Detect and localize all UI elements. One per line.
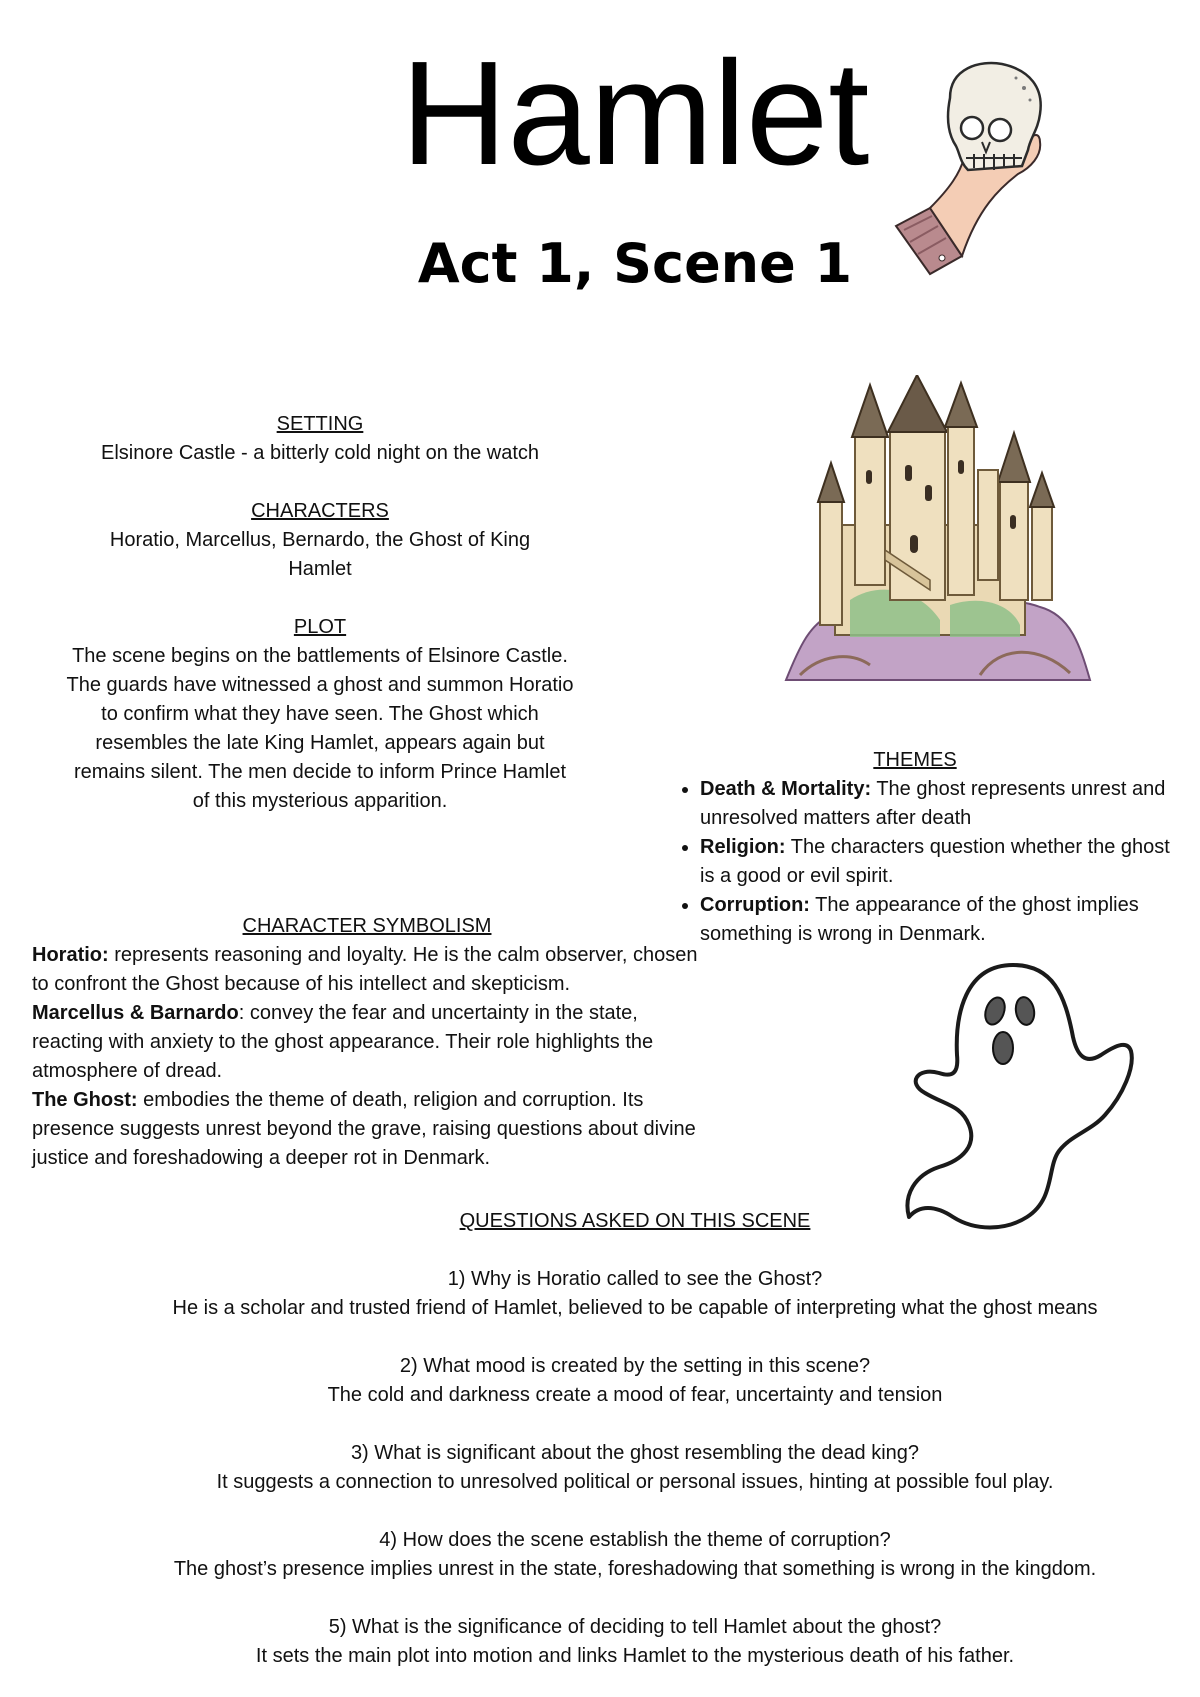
theme-text: The appearance of the ghost implies something is wrong in Denmark. xyxy=(700,894,1139,945)
plot-section xyxy=(65,613,575,816)
symbolism-item xyxy=(32,1086,712,1173)
question-text: 2) What mood is created by the setting in this scene? xyxy=(399,1355,871,1377)
theme-item xyxy=(700,891,1180,949)
setting-section xyxy=(60,410,580,468)
question-item xyxy=(80,1613,1190,1671)
characters-section xyxy=(100,497,540,584)
question-item xyxy=(80,1265,1190,1323)
theme-term: Death & Mortality: xyxy=(700,778,872,800)
symbolism-term: Horatio: xyxy=(32,944,109,966)
question-item xyxy=(80,1526,1190,1584)
question-text: 4) How does the scene establish the theme of corruption? xyxy=(379,1529,891,1551)
symbolism-text: represents reasoning and loyalty. He is the calm observer, chosen to confront the Ghost because of his intellect and skepticism. xyxy=(32,944,698,995)
question-text: 1) Why is Horatio called to see the Ghost? xyxy=(447,1268,823,1290)
symbolism-text: : convey the fear and uncertainty in the state, reacting with anxiety to the ghost appearance. Their role highlights the atmosphere of dread. xyxy=(32,1002,654,1082)
question-item xyxy=(80,1439,1190,1497)
answer-text: It sets the main plot into motion and links Hamlet to the mysterious death of his father. xyxy=(255,1645,1015,1667)
page-subtitle: Act 1, Scene 1 xyxy=(417,232,853,295)
ghost-icon xyxy=(895,955,1145,1235)
symbolism-text: embodies the theme of death, religion and corruption. Its presence suggests unrest beyond the grave, raising questions about divine justice and foreshadowing a deeper rot in Denmark. xyxy=(32,1089,696,1169)
symbolism-term: The Ghost: xyxy=(32,1089,138,1111)
themes-heading: THEMES xyxy=(873,749,957,771)
theme-term: Corruption: xyxy=(700,894,810,916)
symbolism-item xyxy=(32,999,712,1086)
answer-text: The cold and darkness create a mood of fear, uncertainty and tension xyxy=(327,1384,943,1406)
question-item xyxy=(80,1352,1190,1410)
plot-text: The scene begins on the battlements of Elsinore Castle. The guards have witnessed a ghost and summon Horatio to confirm what they have seen. The Ghost which resembles the late King Hamlet, appears again but remains silent. The men decide to inform Prince Hamlet of this mysterious apparition. xyxy=(66,645,574,812)
setting-heading: SETTING xyxy=(276,413,364,435)
themes-list xyxy=(680,775,1180,949)
symbolism-item xyxy=(32,941,712,999)
plot-heading: PLOT xyxy=(293,616,347,638)
theme-text: The characters question whether the ghost is a good or evil spirit. xyxy=(700,836,1170,887)
questions-section xyxy=(80,1207,1190,1671)
answer-text: It suggests a connection to unresolved political or personal issues, hinting at possible foul play. xyxy=(216,1471,1054,1493)
question-text: 5) What is the significance of deciding to tell Hamlet about the ghost? xyxy=(328,1616,942,1638)
themes-section xyxy=(680,746,1180,949)
page-title: Hamlet xyxy=(400,31,870,196)
theme-text: The ghost represents unrest and unresolved matters after death xyxy=(700,778,1166,829)
symbolism-heading: CHARACTER SYMBOLISM xyxy=(242,915,492,937)
characters-heading: CHARACTERS xyxy=(251,500,389,522)
symbolism-term: Marcellus & Barnardo xyxy=(32,1002,239,1024)
question-text: 3) What is significant about the ghost resembling the dead king? xyxy=(350,1442,920,1464)
answer-text: The ghost’s presence implies unrest in the state, foreshadowing that something is wrong in the kingdom. xyxy=(173,1558,1097,1580)
skull-in-hand-icon xyxy=(890,58,1070,278)
theme-item xyxy=(700,775,1180,833)
theme-term: Religion: xyxy=(700,836,786,858)
setting-text: Elsinore Castle - a bitterly cold night on the watch xyxy=(101,442,539,464)
castle-icon xyxy=(780,375,1095,685)
answer-text: He is a scholar and trusted friend of Hamlet, believed to be capable of interpreting what the ghost means xyxy=(172,1297,1098,1319)
theme-item xyxy=(700,833,1180,891)
symbolism-section xyxy=(32,912,712,1173)
questions-heading: QUESTIONS ASKED ON THIS SCENE xyxy=(459,1210,811,1232)
characters-text: Horatio, Marcellus, Bernardo, the Ghost of King Hamlet xyxy=(109,529,531,580)
